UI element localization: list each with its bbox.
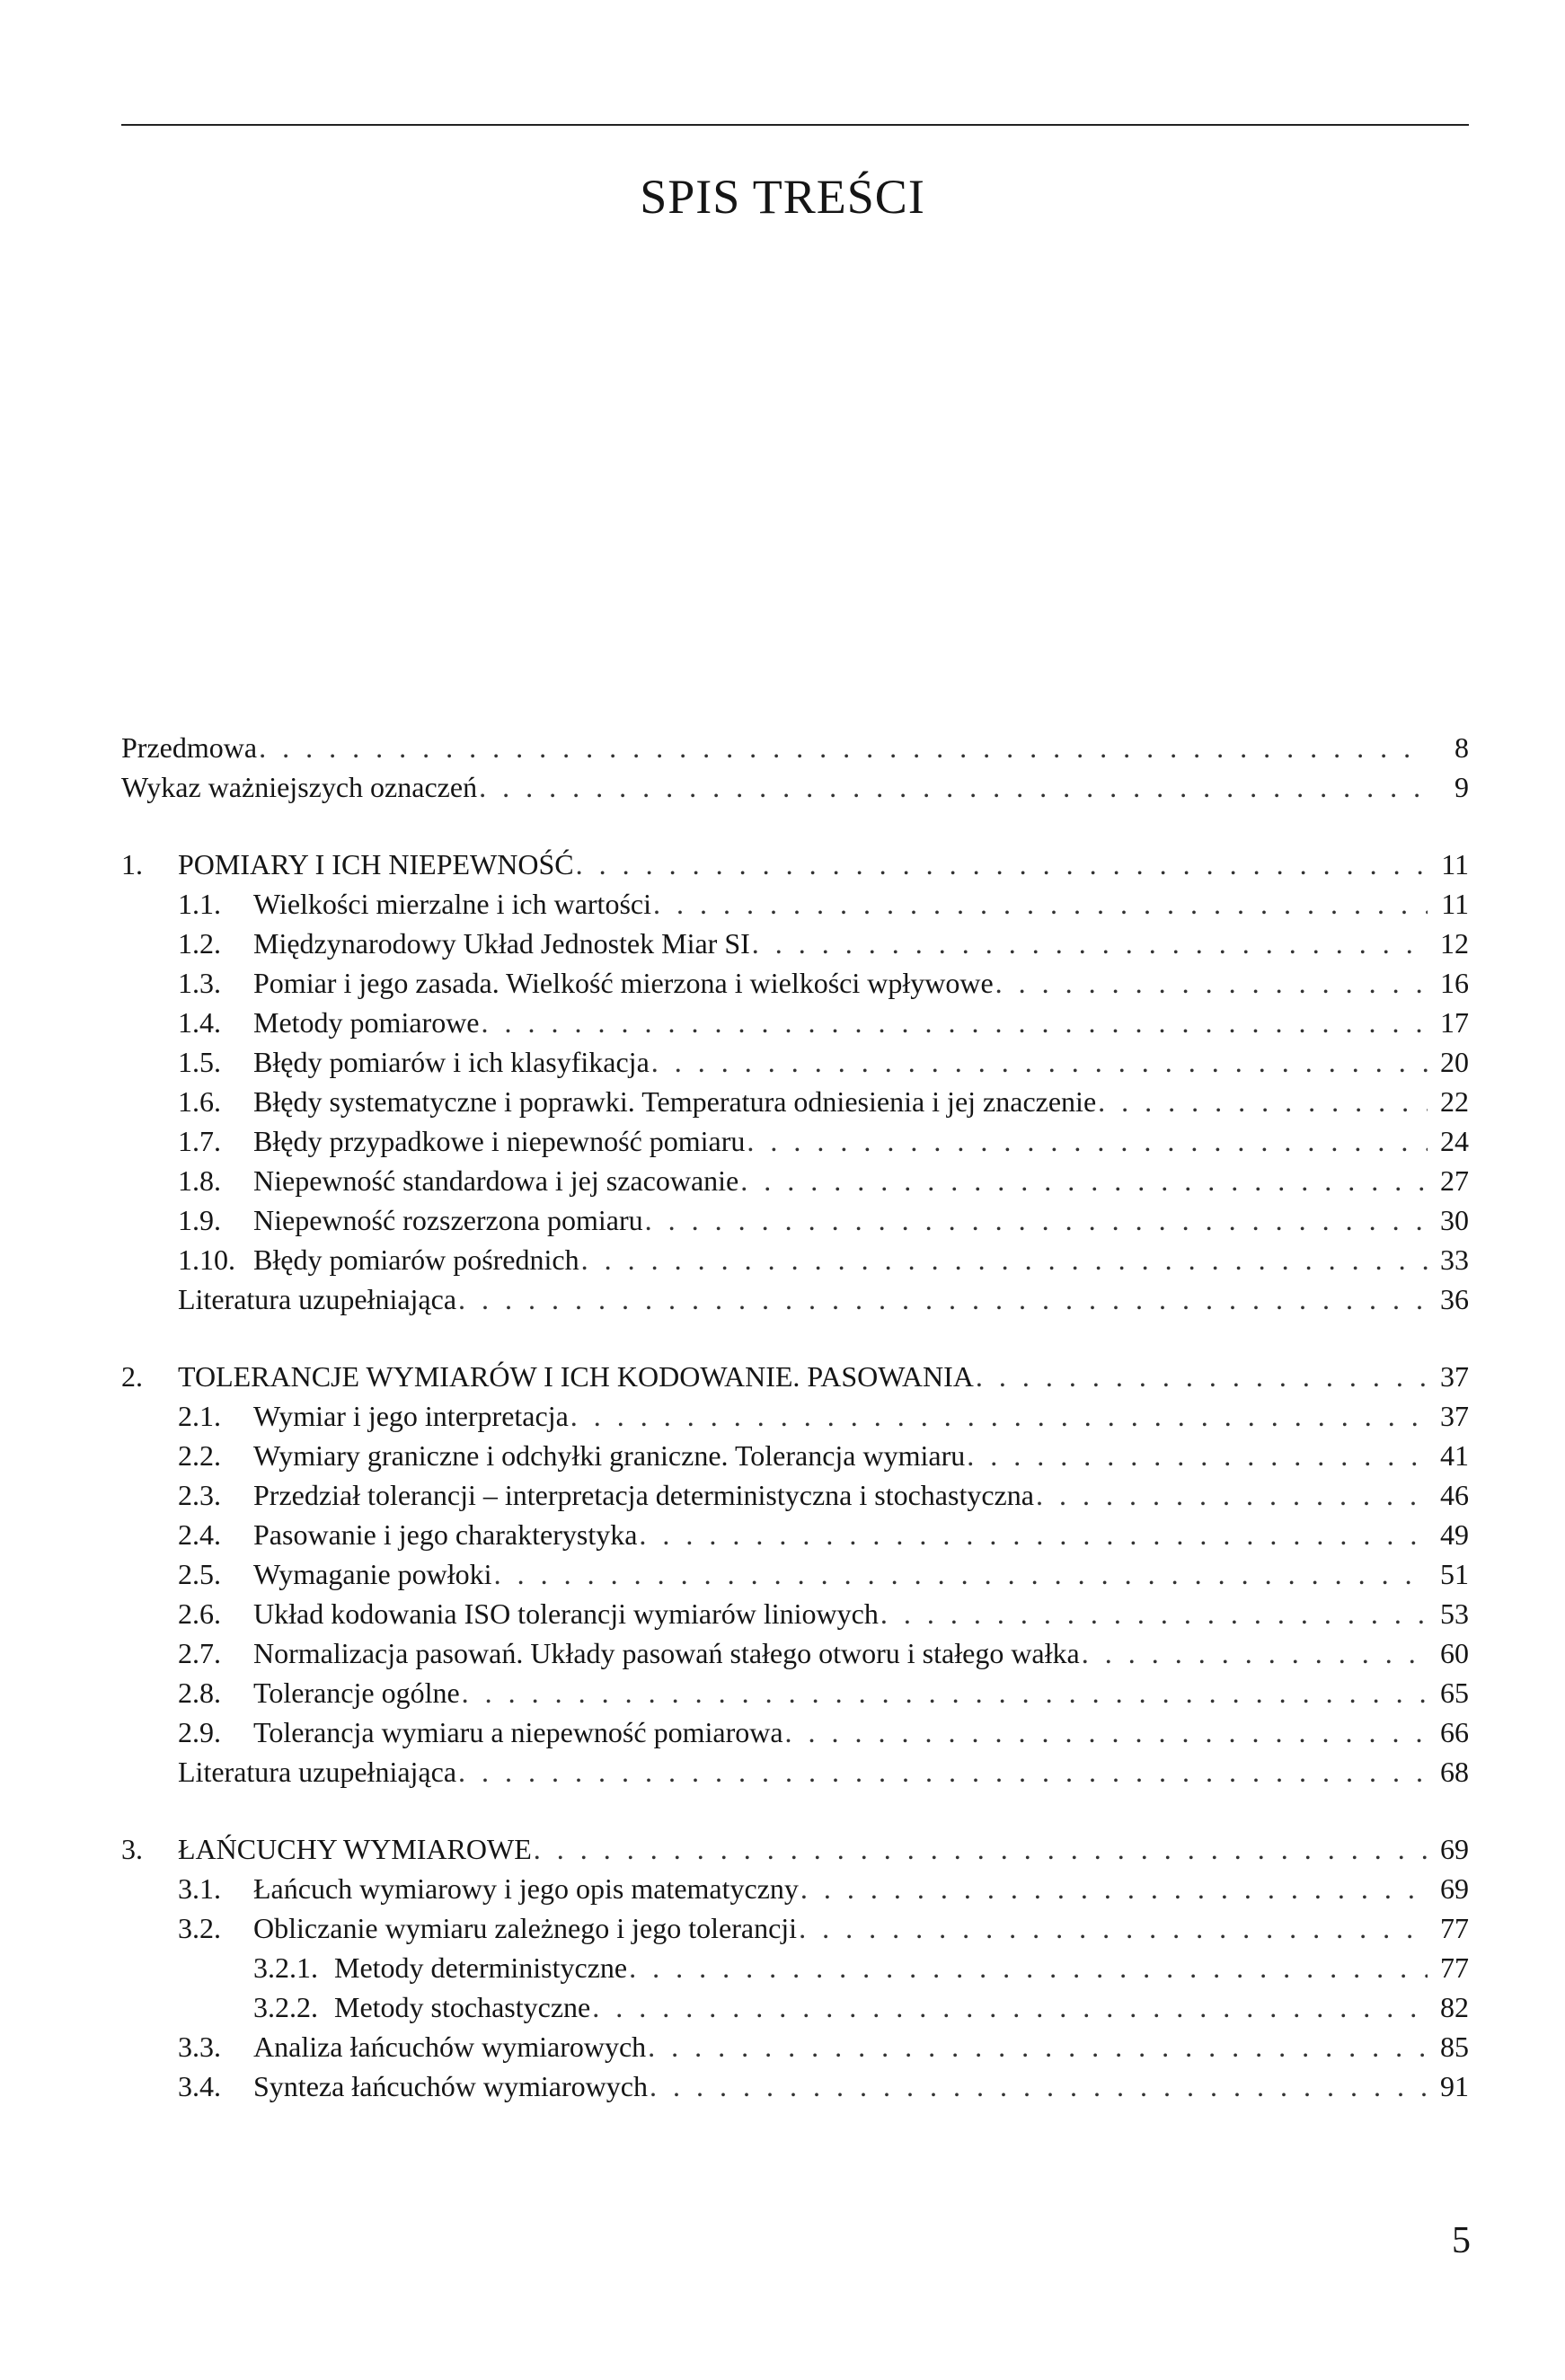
toc-entry-page: 30 — [1440, 1204, 1469, 1236]
page-title: SPIS TREŚCI — [640, 170, 925, 224]
toc-entry-label: Wykaz ważniejszych oznaczeń — [121, 771, 478, 803]
toc-entry-page: 33 — [1440, 1243, 1469, 1276]
toc-entry-page: 46 — [1440, 1479, 1469, 1511]
toc-entry-number: 1.6. — [178, 1085, 221, 1118]
toc-entry-number: 1.10. — [178, 1243, 235, 1276]
table-of-contents — [121, 728, 1469, 2106]
toc-entry-label: Przedział tolerancji – interpretacja deterministyczna i stochastyczna — [253, 1479, 1034, 1511]
toc-entry-number: 2.7. — [178, 1637, 221, 1669]
toc-entry — [121, 1396, 1469, 1436]
toc-entry-label: Metody stochastyczne — [334, 1991, 591, 2023]
toc-entry-number: 2.3. — [178, 1479, 221, 1511]
toc-entry — [121, 1673, 1469, 1712]
toc-entry — [121, 963, 1469, 1003]
toc-entry-number: 1.7. — [178, 1125, 221, 1157]
dot-leader — [1098, 1082, 1428, 1121]
toc-entry — [121, 1475, 1469, 1515]
dot-leader — [995, 963, 1428, 1003]
toc-entry-label: Obliczanie wymiaru zależnego i jego tolerancji — [253, 1912, 798, 1944]
toc-entry-page: 37 — [1440, 1360, 1469, 1393]
toc-entry-page: 20 — [1440, 1046, 1469, 1078]
toc-entry — [121, 1200, 1469, 1240]
dot-leader — [462, 1673, 1428, 1712]
toc-entry — [121, 1279, 1469, 1319]
dot-leader — [976, 1357, 1428, 1396]
toc-entry — [121, 728, 1469, 767]
page-number: 5 — [1452, 2220, 1471, 2261]
toc-entry-page: 91 — [1440, 2070, 1469, 2102]
toc-entry-page: 17 — [1440, 1006, 1469, 1039]
dot-leader — [785, 1712, 1428, 1752]
toc-chapter — [121, 845, 1469, 884]
toc-entry-label: Tolerancja wymiaru a niepewność pomiarowa — [253, 1716, 783, 1748]
toc-entry-number: 3.1. — [178, 1872, 221, 1905]
toc-entry-label: Łańcuch wymiarowy i jego opis matematyczny — [253, 1872, 799, 1905]
toc-entry-page: 53 — [1440, 1597, 1469, 1630]
toc-entry-page: 16 — [1440, 967, 1469, 999]
toc-entry-number: 2.2. — [178, 1439, 221, 1472]
toc-entry — [121, 1987, 1469, 2027]
dot-leader — [650, 2066, 1428, 2106]
toc-entry-page: 49 — [1440, 1518, 1469, 1551]
toc-entry-number: 2.9. — [178, 1716, 221, 1748]
toc-entry-page: 82 — [1440, 1991, 1469, 2023]
toc-entry-number: 2.1. — [178, 1400, 221, 1432]
toc-entry-number: 1.8. — [178, 1164, 221, 1197]
toc-entry-label: Tolerancje ogólne — [253, 1677, 460, 1709]
dot-leader — [458, 1752, 1428, 1792]
toc-entry-page: 41 — [1440, 1439, 1469, 1472]
toc-entry-page: 11 — [1441, 888, 1469, 920]
toc-entry-label: Pasowanie i jego charakterystyka — [253, 1518, 638, 1551]
toc-entry-number: 3.2.2. — [253, 1991, 318, 2023]
toc-entry — [121, 1121, 1469, 1161]
dot-leader — [799, 1908, 1428, 1948]
dot-leader — [800, 1869, 1428, 1908]
toc-entry-page: 24 — [1440, 1125, 1469, 1157]
toc-entry-label: Wymiary graniczne i odchyłki graniczne. Tolerancja wymiaru — [253, 1439, 966, 1472]
toc-entry-number: 1.5. — [178, 1046, 221, 1078]
toc-entry — [121, 2066, 1469, 2106]
toc-entry-page: 77 — [1440, 1912, 1469, 1944]
top-rule — [121, 124, 1469, 126]
toc-chapter — [121, 1357, 1469, 1396]
toc-entry-label: Wymaganie powłoki — [253, 1558, 492, 1590]
toc-entry — [121, 1161, 1469, 1200]
dot-leader — [1036, 1475, 1428, 1515]
toc-entry-label: Analiza łańcuchów wymiarowych — [253, 2031, 647, 2063]
toc-entry — [121, 1082, 1469, 1121]
toc-entry — [121, 1042, 1469, 1082]
toc-entry-number: 1.9. — [178, 1204, 221, 1236]
dot-leader — [482, 1003, 1428, 1042]
toc-entry-page: 77 — [1440, 1951, 1469, 1984]
toc-entry-page: 66 — [1440, 1716, 1469, 1748]
toc-entry-label: Literatura uzupełniająca — [178, 1756, 457, 1788]
dot-leader — [576, 845, 1428, 884]
toc-entry-number: 3.3. — [178, 2031, 221, 2063]
dot-leader — [747, 1121, 1428, 1161]
toc-entry-label: ŁAŃCUCHY WYMIAROWE — [178, 1833, 532, 1865]
toc-entry — [121, 1633, 1469, 1673]
dot-leader — [494, 1554, 1428, 1594]
toc-entry — [121, 1240, 1469, 1279]
toc-entry-number: 1.3. — [178, 967, 221, 999]
toc-entry — [121, 767, 1469, 807]
toc-entry-number: 2.6. — [178, 1597, 221, 1630]
dot-leader — [479, 767, 1428, 807]
toc-entry — [121, 1554, 1469, 1594]
toc-entry — [121, 884, 1469, 924]
toc-chapter — [121, 1829, 1469, 1869]
toc-entry-page: 11 — [1441, 848, 1469, 880]
toc-entry — [121, 1594, 1469, 1633]
toc-entry-number: 2. — [121, 1360, 143, 1393]
toc-entry-label: Niepewność rozszerzona pomiaru — [253, 1204, 643, 1236]
toc-entry — [121, 1869, 1469, 1908]
dot-leader — [259, 728, 1428, 767]
toc-entry — [121, 1003, 1469, 1042]
toc-entry-page: 22 — [1440, 1085, 1469, 1118]
toc-entry-label: Układ kodowania ISO tolerancji wymiarów liniowych — [253, 1597, 879, 1630]
toc-entry-label: Normalizacja pasowań. Układy pasowań stałego otworu i stałego wałka — [253, 1637, 1080, 1669]
dot-leader — [740, 1161, 1428, 1200]
toc-entry-number: 3.2. — [178, 1912, 221, 1944]
toc-entry-label: Przedmowa — [121, 731, 258, 764]
toc-entry-label: Wymiar i jego interpretacja — [253, 1400, 569, 1432]
dot-leader — [648, 2027, 1428, 2066]
toc-entry-page: 69 — [1440, 1872, 1469, 1905]
dot-leader — [645, 1200, 1428, 1240]
toc-entry-label: Wielkości mierzalne i ich wartości — [253, 888, 651, 920]
toc-entry-number: 2.8. — [178, 1677, 221, 1709]
toc-entry-page: 27 — [1440, 1164, 1469, 1197]
toc-entry-page: 68 — [1440, 1756, 1469, 1788]
toc-entry-label: POMIARY I ICH NIEPEWNOŚĆ — [178, 848, 574, 880]
dot-leader — [967, 1436, 1428, 1475]
toc-entry-number: 1.4. — [178, 1006, 221, 1039]
toc-entry — [121, 1436, 1469, 1475]
toc-entry-label: TOLERANCJE WYMIARÓW I ICH KODOWANIE. PASOWANIA — [178, 1360, 974, 1393]
dot-leader — [639, 1515, 1428, 1554]
toc-entry-label: Błędy pomiarów i ich klasyfikacja — [253, 1046, 650, 1078]
toc-entry-label: Błędy przypadkowe i niepewność pomiaru — [253, 1125, 746, 1157]
dot-leader — [653, 884, 1428, 924]
toc-entry-page: 60 — [1440, 1637, 1469, 1669]
toc-entry — [121, 1948, 1469, 1987]
toc-entry-number: 2.4. — [178, 1518, 221, 1551]
toc-entry — [121, 924, 1469, 963]
toc-entry-number: 3.4. — [178, 2070, 221, 2102]
toc-entry-label: Międzynarodowy Układ Jednostek Miar SI — [253, 927, 750, 960]
dot-leader — [752, 924, 1428, 963]
dot-leader — [629, 1948, 1428, 1987]
toc-entry-label: Metody pomiarowe — [253, 1006, 480, 1039]
dot-leader — [592, 1987, 1428, 2027]
toc-entry — [121, 2027, 1469, 2066]
toc-entry-label: Literatura uzupełniająca — [178, 1283, 457, 1315]
toc-entry-label: Pomiar i jego zasada. Wielkość mierzona i wielkości wpływowe — [253, 967, 994, 999]
toc-entry — [121, 1752, 1469, 1792]
dot-leader — [570, 1396, 1428, 1436]
toc-entry-label: Metody deterministyczne — [334, 1951, 628, 1984]
toc-entry — [121, 1515, 1469, 1554]
toc-entry-page: 69 — [1440, 1833, 1469, 1865]
toc-entry-number: 1.1. — [178, 888, 221, 920]
toc-entry — [121, 1908, 1469, 1948]
toc-entry-label: Niepewność standardowa i jej szacowanie — [253, 1164, 739, 1197]
toc-entry-number: 1.2. — [178, 927, 221, 960]
toc-entry-page: 9 — [1454, 771, 1469, 803]
toc-entry-page: 51 — [1440, 1558, 1469, 1590]
dot-leader — [651, 1042, 1428, 1082]
dot-leader — [534, 1829, 1428, 1869]
dot-leader — [458, 1279, 1428, 1319]
toc-entry — [121, 1712, 1469, 1752]
dot-leader — [581, 1240, 1428, 1279]
toc-entry-page: 37 — [1440, 1400, 1469, 1432]
toc-entry-page: 8 — [1454, 731, 1469, 764]
toc-entry-page: 12 — [1440, 927, 1469, 960]
dot-leader — [880, 1594, 1428, 1633]
toc-entry-number: 3.2.1. — [253, 1951, 318, 1984]
toc-entry-number: 1. — [121, 848, 143, 880]
toc-entry-page: 36 — [1440, 1283, 1469, 1315]
toc-entry-number: 3. — [121, 1833, 143, 1865]
toc-entry-label: Synteza łańcuchów wymiarowych — [253, 2070, 648, 2102]
toc-entry-label: Błędy pomiarów pośrednich — [253, 1243, 579, 1276]
toc-entry-page: 85 — [1440, 2031, 1469, 2063]
toc-entry-label: Błędy systematyczne i poprawki. Temperatura odniesienia i jej znaczenie — [253, 1085, 1097, 1118]
toc-entry-number: 2.5. — [178, 1558, 221, 1590]
dot-leader — [1082, 1633, 1428, 1673]
toc-entry-page: 65 — [1440, 1677, 1469, 1709]
